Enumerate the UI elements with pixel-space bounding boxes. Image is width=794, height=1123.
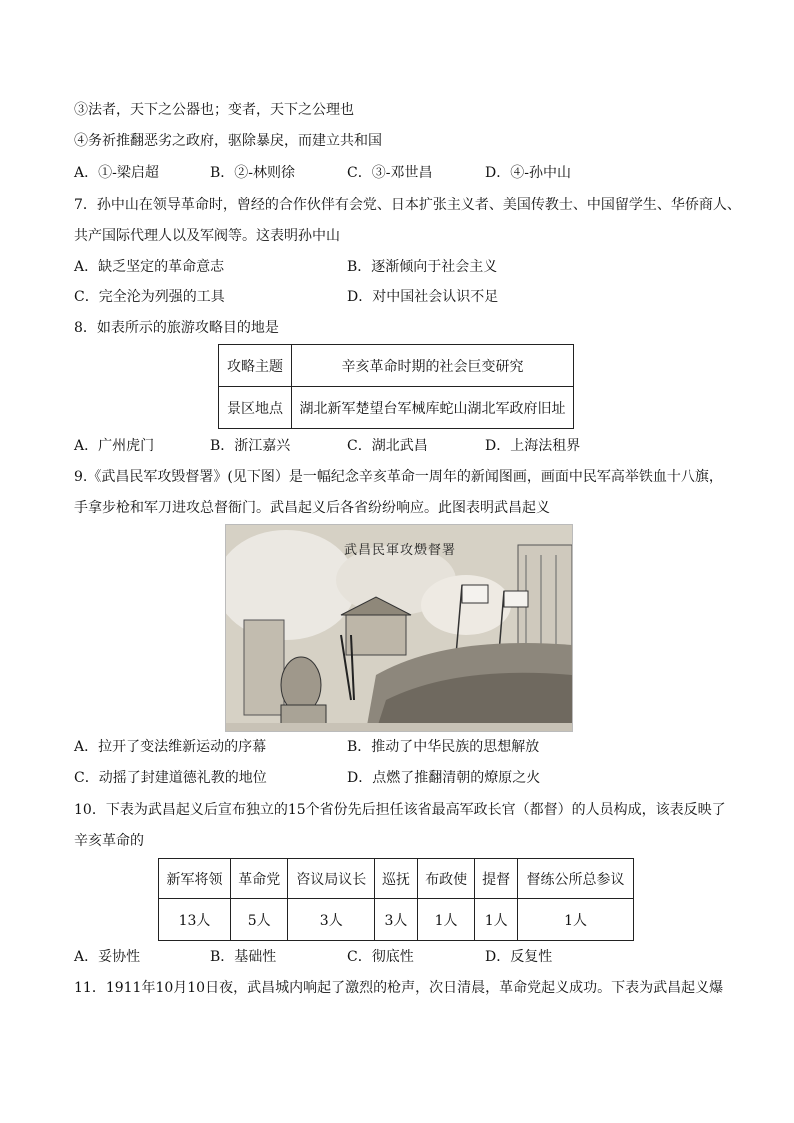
q6-option-a[interactable]: A．①-梁启超 xyxy=(74,165,159,181)
q10-option-c[interactable]: C．彻底性 xyxy=(347,949,414,965)
q10-table-header: 布政使 xyxy=(417,859,474,899)
q7-stem-line2: 共产国际代理人以及军阀等。这表明孙中山 xyxy=(74,228,340,244)
q10-table-cell: 1人 xyxy=(475,899,518,941)
q10-table-cell: 5人 xyxy=(231,899,288,941)
q8-table-row xyxy=(219,387,574,429)
q9-stem-line2: 手拿步枪和军刀进攻总督衙门。武昌起义后各省纷纷响应。此图表明武昌起义 xyxy=(74,500,550,516)
q7-option-a[interactable]: A．缺乏坚定的革命意志 xyxy=(74,259,225,275)
q8-table-cell: 景区地点 xyxy=(219,387,292,429)
q10-table-header: 提督 xyxy=(475,859,518,899)
q10-table-cell: 13人 xyxy=(159,899,231,941)
q10-table-cell: 3人 xyxy=(375,899,418,941)
q8-option-b[interactable]: B．浙江嘉兴 xyxy=(210,438,291,454)
q10-option-d[interactable]: D．反复性 xyxy=(485,949,553,965)
q10-table-header: 督练公所总参议 xyxy=(518,859,634,899)
q8-table-cell: 湖北新军楚望台军械库蛇山湖北军政府旧址 xyxy=(292,387,574,429)
q11-stem-line1: 11．1911年10月10日夜，武昌城内响起了激烈的枪声，次日清晨，革命党起义成功。下表为武昌起义爆 xyxy=(74,980,724,996)
q8-table-cell: 辛亥革命时期的社会巨变研究 xyxy=(292,345,574,387)
q8-table-cell: 攻略主题 xyxy=(219,345,292,387)
q10-table-header: 巡抚 xyxy=(375,859,418,899)
q10-table-header: 新军将领 xyxy=(159,859,231,899)
q6-item-4: ④务祈推翻恶劣之政府，驱除暴戾，而建立共和国 xyxy=(74,133,382,149)
q10-table xyxy=(158,858,634,941)
q10-table-cell: 3人 xyxy=(288,899,375,941)
q10-option-b[interactable]: B．基础性 xyxy=(210,949,277,965)
illustration-title: 武昌民軍攻燬督署 xyxy=(344,543,457,558)
q8-option-d[interactable]: D．上海法租界 xyxy=(485,438,581,454)
q7-stem-line1: 7．孙中山在领导革命时，曾经的合作伙伴有会党、日本扩张主义者、美国传教士、中国留学生、华侨商人、 xyxy=(74,197,741,213)
q8-option-a[interactable]: A．广州虎门 xyxy=(74,438,155,454)
q10-table-header: 咨议局议长 xyxy=(288,859,375,899)
q10-table-header-row xyxy=(159,859,634,899)
q7-option-c[interactable]: C．完全沦为列强的工具 xyxy=(74,289,225,305)
q10-stem-line1: 10．下表为武昌起义后宣布独立的15个省份先后担任该省最高军政长官（都督）的人员构成，该表反映了 xyxy=(74,802,726,818)
q9-option-b[interactable]: B．推动了中华民族的思想解放 xyxy=(347,739,540,755)
q10-table-cell: 1人 xyxy=(518,899,634,941)
q10-table-header: 革命党 xyxy=(231,859,288,899)
q8-stem: 8．如表所示的旅游攻略目的地是 xyxy=(74,320,279,336)
q10-stem-line2: 辛亥革命的 xyxy=(74,833,144,849)
q7-option-b[interactable]: B．逐渐倾向于社会主义 xyxy=(347,259,498,275)
q8-option-c[interactable]: C．湖北武昌 xyxy=(347,438,428,454)
q6-option-d[interactable]: D．④-孙中山 xyxy=(485,165,571,181)
q6-item-3: ③法者，天下之公器也；变者，天下之公理也 xyxy=(74,102,354,118)
wuchang-uprising-illustration xyxy=(225,524,573,732)
q9-option-d[interactable]: D．点燃了推翻清朝的燎原之火 xyxy=(347,770,541,786)
q10-table-value-row xyxy=(159,899,634,941)
q8-table-row xyxy=(219,345,574,387)
q9-option-c[interactable]: C．动摇了封建道德礼教的地位 xyxy=(74,770,267,786)
q9-stem-line1: 9.《武昌民军攻毁督署》(见下图）是一幅纪念辛亥革命一周年的新闻图画，画面中民军高举铁血十八旗， xyxy=(74,469,723,485)
q6-option-b[interactable]: B．②-林则徐 xyxy=(210,165,296,181)
q9-option-a[interactable]: A．拉开了变法维新运动的序幕 xyxy=(74,739,267,755)
q6-option-c[interactable]: C．③-邓世昌 xyxy=(347,165,433,181)
q10-option-a[interactable]: A．妥协性 xyxy=(74,949,141,965)
q10-table-cell: 1人 xyxy=(417,899,474,941)
q7-option-d[interactable]: D．对中国社会认识不足 xyxy=(347,289,499,305)
q8-table xyxy=(218,344,574,429)
